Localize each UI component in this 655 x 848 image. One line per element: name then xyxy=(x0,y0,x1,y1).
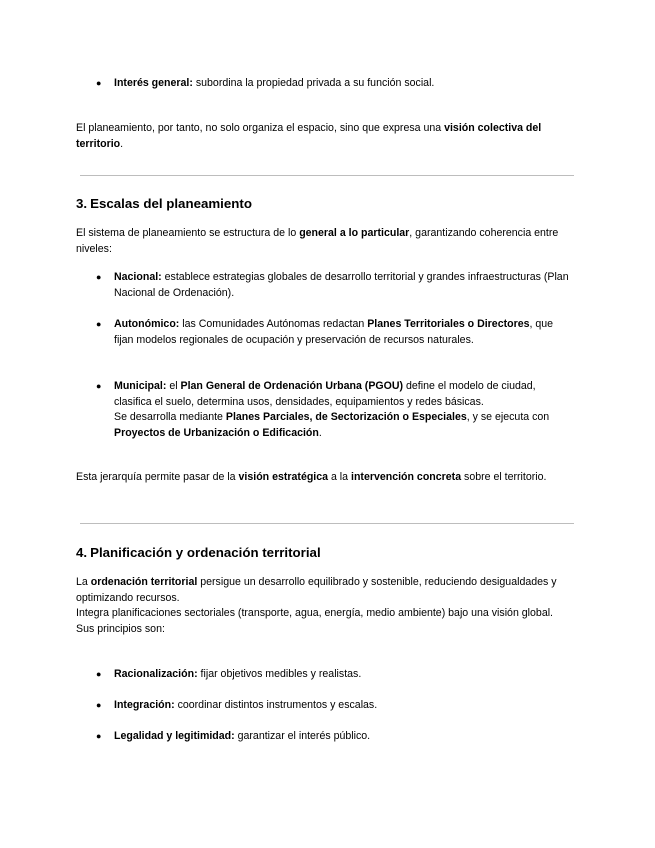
bullet-icon: ● xyxy=(96,78,102,88)
bullet-text: el xyxy=(166,380,181,392)
paragraph-text: , garantizando coherencia entre niveles: xyxy=(76,227,559,255)
bullet-text: las Comunidades Autónomas redactan xyxy=(179,318,368,330)
paragraph xyxy=(76,575,576,637)
paragraph-text: sobre el territorio. xyxy=(461,471,547,483)
bullet-term: Interés general: xyxy=(114,77,193,89)
bullet-text: subordina la propiedad privada a su función social. xyxy=(192,77,435,89)
bullet-bold: Planes Territoriales o Directores xyxy=(367,318,530,330)
bullet-text: Se desarrolla mediante xyxy=(114,411,226,423)
bullet-term: Racionalización: xyxy=(114,668,198,680)
paragraph xyxy=(76,121,576,152)
list-item xyxy=(96,270,574,301)
bullet-text: define el modelo de ciudad, clasifica el suelo, determina usos, densidades, equipamientos y redes básicas. xyxy=(114,380,536,408)
bullet-icon: ● xyxy=(96,272,102,282)
list-item xyxy=(96,317,574,348)
bullet-term: Integración: xyxy=(114,699,175,711)
section-title: Planificación y ordenación territorial xyxy=(90,545,321,560)
paragraph-text: . xyxy=(120,137,124,150)
list-item xyxy=(96,379,574,441)
bullet-text: coordinar distintos instrumentos y escalas. xyxy=(174,699,378,711)
bullet-text: garantizar el interés público. xyxy=(234,730,371,742)
list-item xyxy=(96,76,574,92)
bullet-term: Legalidad y legitimidad: xyxy=(114,730,235,742)
list-item xyxy=(96,729,574,745)
paragraph-text: La xyxy=(76,576,91,588)
bullet-term: Autonómico: xyxy=(114,318,180,330)
paragraph-text: El sistema de planeamiento se estructura de lo xyxy=(76,227,300,239)
section-divider xyxy=(80,175,574,176)
paragraph-bold: general a lo particular xyxy=(299,227,410,239)
bullet-text: , que fijan modelos regionales de ocupación y preservación de recursos naturales. xyxy=(114,318,554,346)
section-heading xyxy=(76,195,252,213)
section-divider xyxy=(80,523,574,524)
bullet-icon: ● xyxy=(96,669,102,679)
paragraph-bold: ordenación territorial xyxy=(90,576,198,588)
paragraph-text: persigue un desarrollo equilibrado y sostenible, reduciendo desigualdades y optimizando recursos. xyxy=(76,576,557,604)
bullet-text: . xyxy=(318,426,322,439)
bullet-text: establece estrategias globales de desarrollo territorial y grandes infraestructuras (Plan Nacional de Ordenación). xyxy=(114,271,569,299)
paragraph-bold: visión estratégica xyxy=(238,471,329,483)
bullet-icon: ● xyxy=(96,381,102,391)
paragraph-bold: visión colectiva del territorio xyxy=(76,122,542,150)
section-heading xyxy=(76,544,321,562)
list-item xyxy=(96,667,574,683)
paragraph xyxy=(76,226,576,257)
bullet-icon: ● xyxy=(96,700,102,710)
paragraph-text: El planeamiento, por tanto, no solo organiza el espacio, sino que expresa una xyxy=(76,122,445,134)
paragraph-text: Sus principios son: xyxy=(76,622,165,635)
bullet-bold: Planes Parciales, de Sectorización o Especiales xyxy=(225,411,467,423)
paragraph-bold: intervención concreta xyxy=(351,471,462,483)
list-item xyxy=(96,698,574,714)
bullet-term: Nacional: xyxy=(114,271,162,283)
bullet-text: fijar objetivos medibles y realistas. xyxy=(197,668,362,680)
paragraph-text: a la xyxy=(328,471,351,483)
bullet-term: Municipal: xyxy=(114,380,167,392)
paragraph-text: Integra planificaciones sectoriales (transporte, agua, energía, medio ambiente) bajo una visión global. xyxy=(76,607,554,619)
bullet-bold: Plan General de Ordenación Urbana (PGOU) xyxy=(180,380,404,392)
paragraph xyxy=(76,470,576,486)
bullet-icon: ● xyxy=(96,731,102,741)
bullet-text: , y se ejecuta con xyxy=(466,411,550,423)
section-number: 4. xyxy=(76,545,88,560)
bullet-icon: ● xyxy=(96,319,102,329)
bullet-bold: Proyectos de Urbanización o Edificación xyxy=(114,426,319,439)
section-number: 3. xyxy=(76,196,88,211)
paragraph-text: Esta jerarquía permite pasar de la xyxy=(76,471,239,483)
section-title: Escalas del planeamiento xyxy=(90,196,252,211)
